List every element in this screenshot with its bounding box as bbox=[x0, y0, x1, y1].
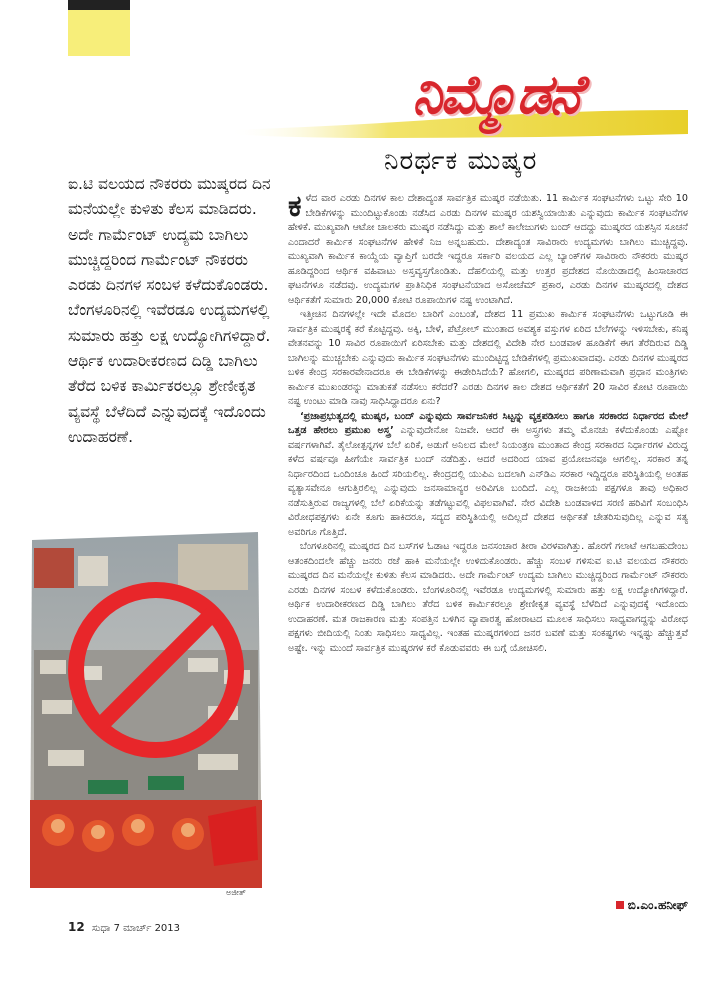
drop-cap: ಕ bbox=[288, 189, 302, 224]
section-masthead: ನಿಮ್ಮೊಡನೆ bbox=[412, 62, 580, 126]
article-paragraph-3 bbox=[288, 410, 688, 541]
page-number: 12 bbox=[68, 920, 85, 934]
strike-illustration bbox=[28, 530, 264, 890]
red-square-icon bbox=[616, 901, 624, 909]
page-footer bbox=[68, 920, 180, 934]
artist-credit: ಅಜೀತ್ bbox=[226, 888, 246, 897]
paragraph-1-text: ಳೆದ ವಾರ ಎರಡು ದಿನಗಳ ಕಾಲ ದೇಶಾದ್ಯಂತ ಸಾರ್ವತ್ರಿಕ ಮುಷ್ಕರ ನಡೆಯಿತು. 11 ಕಾರ್ಮಿಕ ಸಂಘಟನೆಗಳು ಒಟ್ಟು ಸೇರಿ 10 ಬೇಡಿಕೆಗಳನ್ನು ಮುಂದಿಟ್ಟುಕೊಂಡು ನಡೆಸಿದ ಎರಡು ದಿನಗಳ ಮುಷ್ಕರ ಯಶಸ್ವಿಯಾಯಿತು ಎನ್ನುವುದು ಕಾರ್ಮಿಕ ಸಂಘಟನೆಗಳ ಹೇಳಿಕೆ. ಮುಖ್ಯವಾಗಿ ಆಟೋ ಚಾಲಕರು ಮುಷ್ಕರ ನಡೆಸಿದ್ದು ಮತ್ತು ಶಾಲೆ ಕಾಲೇಜುಗಳು ಬಂದ್ ಆದದ್ದು ಮುಷ್ಕರದ ಯಶಸ್ಸಿನ ಸೂಚನೆ ಎಂದಾದರೆ ಕಾರ್ಮಿಕ ಸಂಘಟನೆಗಳ ಹೇಳಿಕೆ ನಿಜ ಅನ್ನಬಹುದು. ದೇಶಾದ್ಯಂತ ಸಾವಿರಾರು ಉದ್ಯಮಗಳು ಬಾಗಿಲು ಮುಚ್ಚಿದ್ದವು. ಮುಖ್ಯವಾಗಿ ಕಾರ್ಮಿಕ ಕಾಯ್ದೆಯ ವ್ಯಾಪ್ತಿಗೆ ಬರದೇ ಇದ್ದರೂ ಸರ್ಕಾರಿ ವಲಯದ ಎಲ್ಲ ಬ್ಯಾಂಕ್‌ಗಳ ಸಾವಿರಾರು ನೌಕರರು ಮುಷ್ಕರ ಹೂಡಿದ್ದರಿಂದ ಆರ್ಥಿಕ ವಹಿವಾಟು ಅಸ್ತವ್ಯಸ್ತಗೊಂಡಿತು. ದೆಹಲಿಯಲ್ಲಿ ಮತ್ತು ಉತ್ತರ ಪ್ರದೇಶದ ನೊಯಿಡಾದಲ್ಲಿ ಹಿಂಸಾಚಾರದ ಘಟನೆಗಳೂ ನಡೆದವು. ಉದ್ಯಮಗಳ ಪ್ರಾತಿನಿಧಿಕ ಸಂಘಟನೆಯಾದ ಅಸೋಚೆಮ್ ಪ್ರಕಾರ, ಎರಡು ದಿನಗಳ ಮುಷ್ಕರದಲ್ಲಿ ದೇಶದ ಆರ್ಥಿಕತೆಗೆ ಸುಮಾರು 20,000 ಕೋಟಿ ರೂಪಾಯಿಗಳ ನಷ್ಟ ಉಂಟಾಗಿದೆ. bbox=[288, 193, 688, 306]
author-name: ಬಿ.ಎಂ.ಹನೀಫ್ bbox=[627, 898, 688, 912]
author-byline bbox=[616, 898, 688, 913]
article-paragraph-1 bbox=[288, 189, 688, 308]
highlighted-quote: ‘ಪ್ರಜಾಪ್ರಭುತ್ವದಲ್ಲಿ ಮುಷ್ಕರ, ಬಂದ್ ಎನ್ನುವುದು ಸಾರ್ವಜನಿಕರ ಸಿಟ್ಟನ್ನು ವ್ಯಕ್ತಪಡಿಸಲು ಹಾಗೂ ಸರಕಾರದ ನಿರ್ಧಾರದ ಮೇಲೆ ಒತ್ತಡ ಹೇರಲು ಪ್ರಮುಖ ಅಸ್ತ್ರ’ bbox=[288, 410, 688, 436]
article-body bbox=[288, 189, 688, 656]
pull-quote: ಐ.ಟಿ ವಲಯದ ನೌಕರರು ಮುಷ್ಕರದ ದಿನ ಮನೆಯಲ್ಲೇ ಕುಳಿತು ಕೆಲಸ ಮಾಡಿದರು. ಅದೇ ಗಾರ್ಮೆಂಟ್ ಉದ್ಯಮ ಬಾಗಿಲು ಮುಚ್ಚಿದ್ದರಿಂದ ಗಾರ್ಮೆಂಟ್ ನೌಕರರು ಎರಡು ದಿನಗಳ ಸಂಬಳ ಕಳೆದುಕೊಂಡರು. ಬೆಂಗಳೂರಿನಲ್ಲಿ ಇವೆರಡೂ ಉದ್ಯಮಗಳಲ್ಲಿ ಸುಮಾರು ಹತ್ತು ಲಕ್ಷ ಉದ್ಯೋಗಿಗಳಿದ್ದಾರೆ. ಆರ್ಥಿಕ ಉದಾರೀಕರಣದ ದಿಡ್ಡಿ ಬಾಗಿಲು ತೆರೆದ ಬಳಿಕ ಕಾರ್ಮಿಕರಲ್ಲೂ ಶ್ರೇಣೀಕೃತ ವ್ಯವಸ್ಥೆ ಬೆಳೆದಿದೆ ಎನ್ನುವುದಕ್ಕೆ ಇದೊಂದು ಉದಾಹರಣೆ. bbox=[68, 175, 271, 446]
yellow-color-block bbox=[68, 10, 130, 56]
issue-date: 7 ಮಾರ್ಚ್ 2013 bbox=[113, 923, 181, 934]
pull-quote-column bbox=[68, 172, 278, 450]
top-black-bar bbox=[68, 0, 130, 10]
article-paragraph-4: ಬೆಂಗಳೂರಿನಲ್ಲಿ ಮುಷ್ಕರದ ದಿನ ಬಸ್‌ಗಳ ಓಡಾಟ ಇದ್ದರೂ ಜನಸಂಚಾರ ತೀರಾ ವಿರಳವಾಗಿತ್ತು. ಹೊರಗೆ ಗಲಾಟೆ ಆಗಬಹುದೇಂಬ ಆತಂಕದಿಂದಲೇ ಹೆಚ್ಚು ಜನರು ರಜೆ ಹಾಕಿ ಮನೆಯಲ್ಲೇ ಉಳಿದುಕೊಂಡರು. ಹೆಚ್ಚು ಸಂಬಳ ಗಳಿಸುವ ಐ.ಟಿ ವಲಯದ ನೌಕರರು ಮುಷ್ಕರದ ದಿನ ಮನೆಯಲ್ಲೇ ಕುಳಿತು ಕೆಲಸ ಮಾಡಿದರು. ಅದೇ ಗಾರ್ಮೆಂಟ್ ಉದ್ಯಮ ಬಾಗಿಲು ಮುಚ್ಚಿದ್ದರಿಂದ ಗಾರ್ಮೆಂಟ್ ನೌಕರರು ಎರಡು ದಿನಗಳ ಸಂಬಳ ಕಳೆದುಕೊಂಡರು. ಬೆಂಗಳೂರಿನಲ್ಲಿ ಇವೆರಡೂ ಉದ್ಯಮಗಳಲ್ಲಿ ಸುಮಾರು ಹತ್ತು ಲಕ್ಷ ಉದ್ಯೋಗಿಗಳಿದ್ದಾರೆ. ಆರ್ಥಿಕ ಉದಾರೀಕರಣದ ದಿಡ್ಡಿ ಬಾಗಿಲು ತೆರೆದ ಬಳಿಕ ಕಾರ್ಮಿಕರಲ್ಲೂ ಶ್ರೇಣೀಕೃತ ವ್ಯವಸ್ಥೆ ಬೆಳೆದಿದೆ ಎನ್ನುವುದಕ್ಕೆ ಇದೊಂದು ಉದಾಹರಣೆ. ಮತ ರಾಜಕಾರಣ ಮತ್ತು ಸಂಪತ್ತಿನ ಬಳಿಗಿನ ವ್ಯಾಪಾರತ್ವ ಹೋರಾಟದ ಮೂಲಕ ಸಾಧಿಸಲು ಸಾಧ್ಯವಾಗದ್ದನ್ನು ವಿರೋಧ ಪಕ್ಷಗಳು ಬೀದಿಯಲ್ಲಿ ನಿಂತು ಸಾಧಿಸಲು ಸಾಧ್ಯವಿಲ್ಲ. ಇಂತಹ ಮುಷ್ಕರಗಳಿಂದ ಜನರ ಬವಣೆ ಮತ್ತು ಸಂಕಷ್ಟಗಳು ಇನ್ನಷ್ಟು ಹೆಚ್ಚುತ್ತವೆ ಅಷ್ಟೇ. ಇನ್ನು ಮುಂದೆ ಸಾರ್ವತ್ರಿಕ ಮುಷ್ಕರಗಳ ಕರೆ ಕೊಡುವವರು ಈ ಬಗ್ಗೆ ಯೋಚಿಸಲಿ. bbox=[288, 541, 688, 654]
publication-name: ಸುಧಾ bbox=[91, 923, 111, 934]
article-paragraph-2: ಇತ್ತೀಚಿನ ದಿನಗಳಲ್ಲೇ ಇದೇ ಮೊದಲ ಬಾರಿಗೆ ಎಂಬಂತೆ, ದೇಶದ 11 ಪ್ರಮುಖ ಕಾರ್ಮಿಕ ಸಂಘಟನೆಗಳು ಒಟ್ಟುಗೂಡಿ ಈ ಸಾರ್ವತ್ರಿಕ ಮುಷ್ಕರಕ್ಕೆ ಕರೆ ಕೊಟ್ಟಿದ್ದವು. ಅಕ್ಕಿ, ಬೇಳೆ, ಪೆಟ್ರೋಲ್ ಮುಂತಾದ ಅವಶ್ಯಕ ವಸ್ತುಗಳ ಏರಿದ ಬೆಲೆಗಳನ್ನು ಇಳಿಸಬೇಕು, ಕನಿಷ್ಠ ವೇತನವನ್ನು 10 ಸಾವಿರ ರೂಪಾಯಿಗೆ ಏರಿಸಬೇಕು ಮತ್ತು ದೇಶದಲ್ಲಿ ವಿದೇಶಿ ನೇರ ಬಂಡವಾಳ ಹೂಡಿಕೆಗೆ ಈಗ ತೆರೆದಿರುವ ದಿಡ್ಡಿ ಬಾಗಿಲನ್ನು ಮುಚ್ಚಬೇಕು ಎನ್ನುವುದು ಕಾರ್ಮಿಕ ಸಂಘಟನೆಗಳು ಮುಂದಿಟ್ಟಿದ್ದ ಬೇಡಿಕೆಗಳಲ್ಲಿ ಪ್ರಮುಖವಾದವು. ಎರಡು ದಿನಗಳ ಮುಷ್ಕರದ ಬಳಿಕ ಕೇಂದ್ರ ಸರಕಾರವೇನಾದರೂ ಈ ಬೇಡಿಕೆಗಳನ್ನು ಈಡೇರಿಸಿದೆಯೆ? ಹೋಗಲಿ, ಮುಷ್ಕರದ ಪರಿಣಾಮವಾಗಿ ಪ್ರಧಾನ ಮಂತ್ರಿಗಳು ಕಾರ್ಮಿಕ ಮುಖಂಡರನ್ನು ಮಾತುಕತೆ ನಡೆಸಲು ಕರೆದರೆ? ಎರಡು ದಿನಗಳ ಕಾಲ ದೇಶದ ಆರ್ಥಿಕತೆಗೆ 20 ಸಾವಿರ ಕೋಟಿ ರೂಪಾಯಿ ನಷ್ಟ ಉಂಟು ಮಾಡಿ ನಾವು ಸಾಧಿಸಿದ್ದಾದರೂ ಏನು? bbox=[288, 309, 688, 407]
article-headline: ನಿರರ್ಥಕ ಮುಷ್ಕರ bbox=[384, 146, 538, 176]
paragraph-3-text: ಎನ್ನುವುದೇನೋ ನಿಜವೇ. ಆದರೆ ಈ ಅಸ್ತ್ರಗಳು ತಮ್ಮ ಮೊನಚು ಕಳೆದುಕೊಂಡು ಎಷ್ಟೋ ವರ್ಷಗಳಾಗಿವೆ. ತೈಲೋತ್ಪನ್ನಗಳ ಬೆಲೆ ಏರಿಕೆ, ಅಡುಗೆ ಅನಿಲದ ಮೇಲೆ ನಿಯಂತ್ರಣ ಮುಂತಾದ ಕೇಂದ್ರ ಸರಕಾರದ ನಿರ್ಧಾರಗಳ ವಿರುದ್ಧ ಕಳೆದ ವರ್ಷವೂ ಹೀಗೆಯೇ ಸಾರ್ವತ್ರಿಕ ಬಂದ್ ನಡೆದಿತ್ತು. ಆದರೆ ಅದರಿಂದ ಯಾವ ಪ್ರಯೋಜನವೂ ಆಗಲಿಲ್ಲ. ಸರಕಾರ ತನ್ನ ನಿರ್ಧಾರದಿಂದ ಒಂದಿಂಚೂ ಹಿಂದೆ ಸರಿಯಲಿಲ್ಲ. ಕೇಂದ್ರದಲ್ಲಿ ಯುಪಿಎ ಬದಲಾಗಿ ಎನ್‌ಡಿಎ ಸರಕಾರ ಇದ್ದಿದ್ದರೂ ಪರಿಸ್ಥಿತಿಯಲ್ಲಿ ಅಂತಹ ವ್ಯತ್ಯಾಸವೇನೂ ಆಗುತ್ತಿರಲಿಲ್ಲ ಎನ್ನುವುದು ಜನಸಾಮಾನ್ಯರ ಅರಿವಿಗೂ ಬಂದಿದೆ. ಎಲ್ಲ ರಾಜಕೀಯ ಪಕ್ಷಗಳೂ ತಾವು ಅಧಿಕಾರ ನಡೆಸುತ್ತಿರುವ ರಾಜ್ಯಗಳಲ್ಲಿ ಬೆಲೆ ಏರಿಕೆಯನ್ನು ತಡೆಗಟ್ಟುವಲ್ಲಿ ವಿಫಲವಾಗಿವೆ. ನೇರ ವಿದೇಶಿ ಬಂಡವಾಳದ ಸರಣಿ ಹರಿವಿಗೆ ಸಂಬಂಧಿಸಿ ವಿರೋಧಪಕ್ಷಗಳು ಏನೇ ಕೂಗು ಹಾಕಿದರೂ, ಸದ್ಯದ ಪರಿಸ್ಥಿತಿಯಲ್ಲಿ ಅದಿಲ್ಲದೆ ದೇಶದ ಆರ್ಥಿಕತೆ ಚೇತರಿಸುವುದಿಲ್ಲ ಎನ್ನುವ ಸತ್ಯ ಅವರಿಗೂ ಗೊತ್ತಿದೆ. bbox=[288, 425, 688, 538]
